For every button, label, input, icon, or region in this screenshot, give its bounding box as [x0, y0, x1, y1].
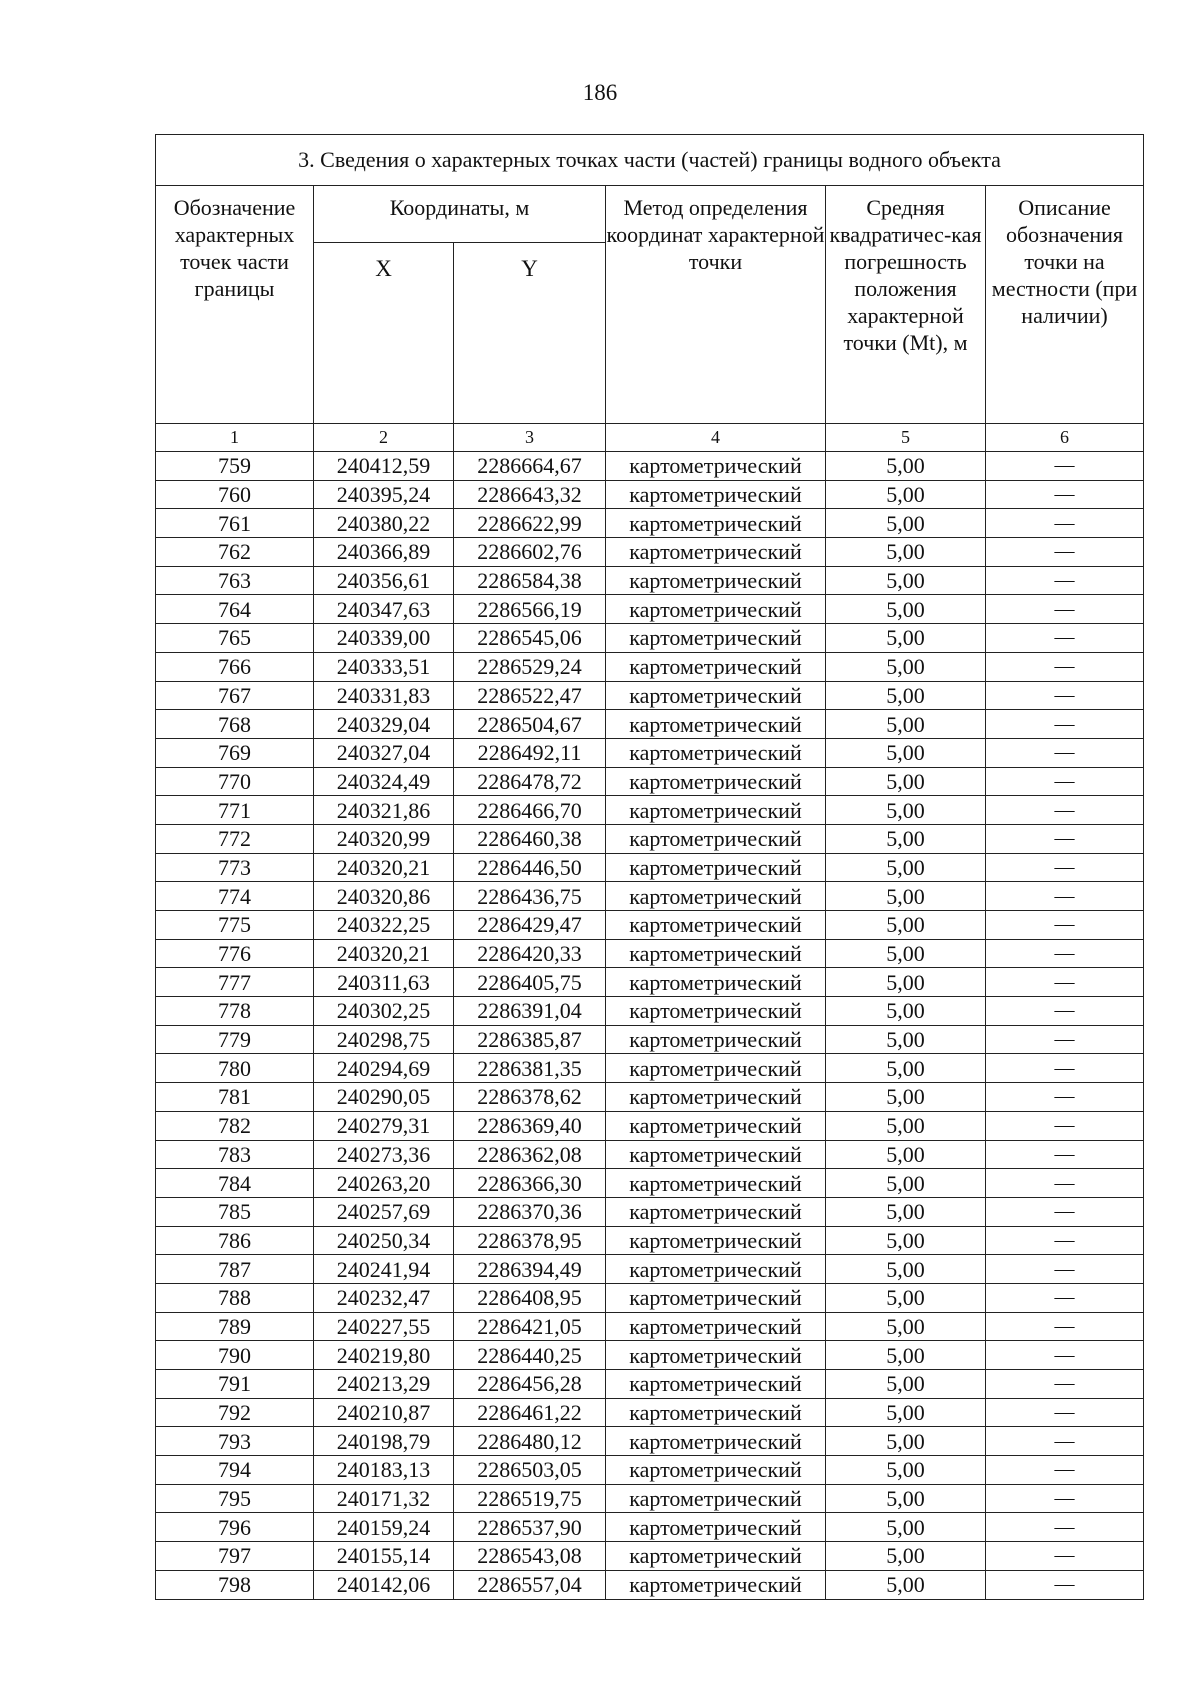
mean-square-error-cell: 5,00: [826, 1370, 986, 1399]
table-row: [156, 1197, 1144, 1226]
y-coordinate-cell: 2286461,22: [454, 1398, 606, 1427]
table-row: [156, 595, 1144, 624]
header-mean-square-error: Средняя квадратичес-кая погрешность положения характерной точки (Mt), м: [826, 186, 986, 424]
method-cell: картометрический: [606, 1398, 826, 1427]
x-coordinate-cell: 240210,87: [314, 1398, 454, 1427]
mean-square-error-cell: 5,00: [826, 1255, 986, 1284]
header-description: Описание обозначения точки на местности (при наличии): [986, 186, 1144, 424]
method-cell: картометрический: [606, 939, 826, 968]
y-coordinate-cell: 2286543,08: [454, 1542, 606, 1571]
y-coordinate-cell: 2286460,38: [454, 824, 606, 853]
header-coordinates: Координаты, м: [314, 186, 606, 243]
table-row: [156, 1255, 1144, 1284]
table-row: [156, 1083, 1144, 1112]
y-coordinate-cell: 2286446,50: [454, 853, 606, 882]
point-id-cell: 798: [156, 1570, 314, 1599]
mean-square-error-cell: 5,00: [826, 1197, 986, 1226]
point-id-cell: 794: [156, 1456, 314, 1485]
description-cell: —: [986, 1111, 1144, 1140]
point-id-cell: 789: [156, 1312, 314, 1341]
header-y: Y: [454, 243, 606, 424]
method-cell: картометрический: [606, 1427, 826, 1456]
method-cell: картометрический: [606, 968, 826, 997]
point-id-cell: 778: [156, 997, 314, 1026]
x-coordinate-cell: 240198,79: [314, 1427, 454, 1456]
table-row: [156, 509, 1144, 538]
description-cell: —: [986, 1427, 1144, 1456]
table-row: [156, 767, 1144, 796]
mean-square-error-cell: 5,00: [826, 1513, 986, 1542]
description-cell: —: [986, 624, 1144, 653]
method-cell: картометрический: [606, 1111, 826, 1140]
method-cell: картометрический: [606, 566, 826, 595]
description-cell: —: [986, 710, 1144, 739]
y-coordinate-cell: 2286394,49: [454, 1255, 606, 1284]
method-cell: картометрический: [606, 1513, 826, 1542]
y-coordinate-cell: 2286391,04: [454, 997, 606, 1026]
mean-square-error-cell: 5,00: [826, 595, 986, 624]
point-id-cell: 767: [156, 681, 314, 710]
mean-square-error-cell: 5,00: [826, 1169, 986, 1198]
point-id-cell: 766: [156, 652, 314, 681]
x-coordinate-cell: 240250,34: [314, 1226, 454, 1255]
description-cell: —: [986, 1542, 1144, 1571]
method-cell: картометрический: [606, 1341, 826, 1370]
table-row: [156, 1542, 1144, 1571]
x-coordinate-cell: 240273,36: [314, 1140, 454, 1169]
description-cell: —: [986, 1025, 1144, 1054]
header-x: X: [314, 243, 454, 424]
method-cell: картометрический: [606, 452, 826, 481]
x-coordinate-cell: 240159,24: [314, 1513, 454, 1542]
x-coordinate-cell: 240331,83: [314, 681, 454, 710]
mean-square-error-cell: 5,00: [826, 1312, 986, 1341]
method-cell: картометрический: [606, 1312, 826, 1341]
description-cell: —: [986, 681, 1144, 710]
point-id-cell: 784: [156, 1169, 314, 1198]
x-coordinate-cell: 240329,04: [314, 710, 454, 739]
mean-square-error-cell: 5,00: [826, 710, 986, 739]
method-cell: картометрический: [606, 1456, 826, 1485]
y-coordinate-cell: 2286378,95: [454, 1226, 606, 1255]
table-row: [156, 1025, 1144, 1054]
x-coordinate-cell: 240290,05: [314, 1083, 454, 1112]
description-cell: —: [986, 968, 1144, 997]
description-cell: —: [986, 1197, 1144, 1226]
point-id-cell: 777: [156, 968, 314, 997]
x-coordinate-cell: 240320,99: [314, 824, 454, 853]
mean-square-error-cell: 5,00: [826, 939, 986, 968]
column-number: 4: [606, 424, 826, 452]
table-row: [156, 853, 1144, 882]
point-id-cell: 761: [156, 509, 314, 538]
mean-square-error-cell: 5,00: [826, 911, 986, 940]
description-cell: —: [986, 1054, 1144, 1083]
method-cell: картометрический: [606, 1542, 826, 1571]
description-cell: —: [986, 1484, 1144, 1513]
y-coordinate-cell: 2286362,08: [454, 1140, 606, 1169]
y-coordinate-cell: 2286557,04: [454, 1570, 606, 1599]
mean-square-error-cell: 5,00: [826, 1427, 986, 1456]
y-coordinate-cell: 2286369,40: [454, 1111, 606, 1140]
table-row: [156, 1054, 1144, 1083]
point-id-cell: 787: [156, 1255, 314, 1284]
table-row: [156, 1484, 1144, 1513]
y-coordinate-cell: 2286385,87: [454, 1025, 606, 1054]
table-row: [156, 1456, 1144, 1485]
x-coordinate-cell: 240324,49: [314, 767, 454, 796]
table-row: [156, 452, 1144, 481]
mean-square-error-cell: 5,00: [826, 853, 986, 882]
x-coordinate-cell: 240257,69: [314, 1197, 454, 1226]
x-coordinate-cell: 240183,13: [314, 1456, 454, 1485]
x-coordinate-cell: 240320,86: [314, 882, 454, 911]
description-cell: —: [986, 595, 1144, 624]
x-coordinate-cell: 240219,80: [314, 1341, 454, 1370]
point-id-cell: 796: [156, 1513, 314, 1542]
table-body: [156, 452, 1144, 1600]
description-cell: —: [986, 509, 1144, 538]
x-coordinate-cell: 240298,75: [314, 1025, 454, 1054]
y-coordinate-cell: 2286366,30: [454, 1169, 606, 1198]
mean-square-error-cell: 5,00: [826, 538, 986, 567]
table-row: [156, 1226, 1144, 1255]
mean-square-error-cell: 5,00: [826, 1341, 986, 1370]
y-coordinate-cell: 2286478,72: [454, 767, 606, 796]
x-coordinate-cell: 240321,86: [314, 796, 454, 825]
x-coordinate-cell: 240241,94: [314, 1255, 454, 1284]
y-coordinate-cell: 2286519,75: [454, 1484, 606, 1513]
point-id-cell: 792: [156, 1398, 314, 1427]
description-cell: —: [986, 1140, 1144, 1169]
column-numbers-row: [156, 424, 1144, 452]
description-cell: —: [986, 566, 1144, 595]
y-coordinate-cell: 2286504,67: [454, 710, 606, 739]
x-coordinate-cell: 240171,32: [314, 1484, 454, 1513]
table-row: [156, 1140, 1144, 1169]
x-coordinate-cell: 240320,21: [314, 939, 454, 968]
column-number: 2: [314, 424, 454, 452]
point-id-cell: 760: [156, 480, 314, 509]
page-number: 186: [582, 80, 618, 105]
table-row: [156, 738, 1144, 767]
table-row: [156, 1341, 1144, 1370]
description-cell: —: [986, 480, 1144, 509]
table-row: [156, 1111, 1144, 1140]
y-coordinate-cell: 2286381,35: [454, 1054, 606, 1083]
column-number: 3: [454, 424, 606, 452]
column-number: 6: [986, 424, 1144, 452]
y-coordinate-cell: 2286421,05: [454, 1312, 606, 1341]
point-id-cell: 763: [156, 566, 314, 595]
table-row: [156, 911, 1144, 940]
y-coordinate-cell: 2286420,33: [454, 939, 606, 968]
column-number: 1: [156, 424, 314, 452]
table-row: [156, 796, 1144, 825]
method-cell: картометрический: [606, 710, 826, 739]
y-coordinate-cell: 2286378,62: [454, 1083, 606, 1112]
y-coordinate-cell: 2286664,67: [454, 452, 606, 481]
y-coordinate-cell: 2286405,75: [454, 968, 606, 997]
mean-square-error-cell: 5,00: [826, 1398, 986, 1427]
method-cell: картометрический: [606, 1054, 826, 1083]
description-cell: —: [986, 1255, 1144, 1284]
table-row: [156, 997, 1144, 1026]
x-coordinate-cell: 240356,61: [314, 566, 454, 595]
y-coordinate-cell: 2286529,24: [454, 652, 606, 681]
description-cell: —: [986, 538, 1144, 567]
description-cell: —: [986, 796, 1144, 825]
y-coordinate-cell: 2286503,05: [454, 1456, 606, 1485]
method-cell: картометрический: [606, 595, 826, 624]
mean-square-error-cell: 5,00: [826, 968, 986, 997]
point-id-cell: 759: [156, 452, 314, 481]
point-id-cell: 765: [156, 624, 314, 653]
mean-square-error-cell: 5,00: [826, 1111, 986, 1140]
header-method: Метод определения координат характерной точки: [606, 186, 826, 424]
mean-square-error-cell: 5,00: [826, 652, 986, 681]
table-row: [156, 939, 1144, 968]
point-id-cell: 776: [156, 939, 314, 968]
y-coordinate-cell: 2286492,11: [454, 738, 606, 767]
header-point-designation: Обозначение характерных точек части границы: [156, 186, 314, 424]
point-id-cell: 772: [156, 824, 314, 853]
table-row: [156, 1427, 1144, 1456]
mean-square-error-cell: 5,00: [826, 1484, 986, 1513]
point-id-cell: 785: [156, 1197, 314, 1226]
method-cell: картометрический: [606, 911, 826, 940]
point-id-cell: 769: [156, 738, 314, 767]
table-row: [156, 652, 1144, 681]
description-cell: —: [986, 1398, 1144, 1427]
point-id-cell: 782: [156, 1111, 314, 1140]
point-id-cell: 762: [156, 538, 314, 567]
table-row: [156, 480, 1144, 509]
method-cell: картометрический: [606, 738, 826, 767]
x-coordinate-cell: 240322,25: [314, 911, 454, 940]
x-coordinate-cell: 240302,25: [314, 997, 454, 1026]
description-cell: —: [986, 997, 1144, 1026]
mean-square-error-cell: 5,00: [826, 566, 986, 595]
point-id-cell: 768: [156, 710, 314, 739]
mean-square-error-cell: 5,00: [826, 824, 986, 853]
table-row: [156, 1570, 1144, 1599]
method-cell: картометрический: [606, 853, 826, 882]
point-id-cell: 770: [156, 767, 314, 796]
table-row: [156, 882, 1144, 911]
table-row: [156, 624, 1144, 653]
table-row: [156, 538, 1144, 567]
boundary-points-table: [155, 134, 1144, 1600]
description-cell: —: [986, 1283, 1144, 1312]
y-coordinate-cell: 2286480,12: [454, 1427, 606, 1456]
y-coordinate-cell: 2286566,19: [454, 595, 606, 624]
method-cell: картометрический: [606, 1370, 826, 1399]
x-coordinate-cell: 240380,22: [314, 509, 454, 538]
x-coordinate-cell: 240339,00: [314, 624, 454, 653]
description-cell: —: [986, 1083, 1144, 1112]
x-coordinate-cell: 240347,63: [314, 595, 454, 624]
table-row: [156, 1312, 1144, 1341]
table-row: [156, 1283, 1144, 1312]
x-coordinate-cell: 240311,63: [314, 968, 454, 997]
description-cell: —: [986, 1226, 1144, 1255]
table-row: [156, 1398, 1144, 1427]
point-id-cell: 795: [156, 1484, 314, 1513]
point-id-cell: 773: [156, 853, 314, 882]
x-coordinate-cell: 240320,21: [314, 853, 454, 882]
description-cell: —: [986, 767, 1144, 796]
mean-square-error-cell: 5,00: [826, 796, 986, 825]
method-cell: картометрический: [606, 882, 826, 911]
mean-square-error-cell: 5,00: [826, 1054, 986, 1083]
table-row: [156, 968, 1144, 997]
y-coordinate-cell: 2286622,99: [454, 509, 606, 538]
x-coordinate-cell: 240263,20: [314, 1169, 454, 1198]
point-id-cell: 779: [156, 1025, 314, 1054]
mean-square-error-cell: 5,00: [826, 1025, 986, 1054]
x-coordinate-cell: 240327,04: [314, 738, 454, 767]
table-title: 3. Сведения о характерных точках части (частей) границы водного объекта: [156, 135, 1144, 186]
y-coordinate-cell: 2286584,38: [454, 566, 606, 595]
table-row: [156, 1169, 1144, 1198]
y-coordinate-cell: 2286466,70: [454, 796, 606, 825]
point-id-cell: 793: [156, 1427, 314, 1456]
method-cell: картометрический: [606, 509, 826, 538]
mean-square-error-cell: 5,00: [826, 1542, 986, 1571]
method-cell: картометрический: [606, 997, 826, 1026]
method-cell: картометрический: [606, 1255, 826, 1284]
x-coordinate-cell: 240142,06: [314, 1570, 454, 1599]
point-id-cell: 788: [156, 1283, 314, 1312]
x-coordinate-cell: 240412,59: [314, 452, 454, 481]
table-row: [156, 824, 1144, 853]
mean-square-error-cell: 5,00: [826, 882, 986, 911]
x-coordinate-cell: 240395,24: [314, 480, 454, 509]
x-coordinate-cell: 240227,55: [314, 1312, 454, 1341]
description-cell: —: [986, 939, 1144, 968]
table-row: [156, 681, 1144, 710]
point-id-cell: 786: [156, 1226, 314, 1255]
mean-square-error-cell: 5,00: [826, 1140, 986, 1169]
x-coordinate-cell: 240155,14: [314, 1542, 454, 1571]
y-coordinate-cell: 2286602,76: [454, 538, 606, 567]
description-cell: —: [986, 738, 1144, 767]
point-id-cell: 775: [156, 911, 314, 940]
method-cell: картометрический: [606, 796, 826, 825]
table-row: [156, 1513, 1144, 1542]
table-row: [156, 1370, 1144, 1399]
description-cell: —: [986, 853, 1144, 882]
x-coordinate-cell: 240232,47: [314, 1283, 454, 1312]
x-coordinate-cell: 240294,69: [314, 1054, 454, 1083]
table-row: [156, 710, 1144, 739]
y-coordinate-cell: 2286545,06: [454, 624, 606, 653]
method-cell: картометрический: [606, 1226, 826, 1255]
method-cell: картометрический: [606, 1140, 826, 1169]
description-cell: —: [986, 1312, 1144, 1341]
method-cell: картометрический: [606, 1083, 826, 1112]
point-id-cell: 780: [156, 1054, 314, 1083]
point-id-cell: 790: [156, 1341, 314, 1370]
description-cell: —: [986, 1169, 1144, 1198]
point-id-cell: 783: [156, 1140, 314, 1169]
method-cell: картометрический: [606, 1197, 826, 1226]
description-cell: —: [986, 824, 1144, 853]
point-id-cell: 774: [156, 882, 314, 911]
mean-square-error-cell: 5,00: [826, 997, 986, 1026]
x-coordinate-cell: 240279,31: [314, 1111, 454, 1140]
mean-square-error-cell: 5,00: [826, 681, 986, 710]
method-cell: картометрический: [606, 624, 826, 653]
y-coordinate-cell: 2286643,32: [454, 480, 606, 509]
point-id-cell: 797: [156, 1542, 314, 1571]
y-coordinate-cell: 2286440,25: [454, 1341, 606, 1370]
point-id-cell: 771: [156, 796, 314, 825]
description-cell: —: [986, 452, 1144, 481]
method-cell: картометрический: [606, 1570, 826, 1599]
mean-square-error-cell: 5,00: [826, 509, 986, 538]
mean-square-error-cell: 5,00: [826, 1283, 986, 1312]
mean-square-error-cell: 5,00: [826, 1226, 986, 1255]
description-cell: —: [986, 1570, 1144, 1599]
method-cell: картометрический: [606, 767, 826, 796]
method-cell: картометрический: [606, 480, 826, 509]
mean-square-error-cell: 5,00: [826, 1570, 986, 1599]
point-id-cell: 764: [156, 595, 314, 624]
column-number: 5: [826, 424, 986, 452]
x-coordinate-cell: 240366,89: [314, 538, 454, 567]
y-coordinate-cell: 2286408,95: [454, 1283, 606, 1312]
method-cell: картометрический: [606, 1484, 826, 1513]
mean-square-error-cell: 5,00: [826, 767, 986, 796]
description-cell: —: [986, 1341, 1144, 1370]
method-cell: картометрический: [606, 1283, 826, 1312]
y-coordinate-cell: 2286436,75: [454, 882, 606, 911]
method-cell: картометрический: [606, 681, 826, 710]
table-row: [156, 566, 1144, 595]
mean-square-error-cell: 5,00: [826, 1456, 986, 1485]
mean-square-error-cell: 5,00: [826, 452, 986, 481]
x-coordinate-cell: 240213,29: [314, 1370, 454, 1399]
description-cell: —: [986, 1513, 1144, 1542]
y-coordinate-cell: 2286537,90: [454, 1513, 606, 1542]
method-cell: картометрический: [606, 1025, 826, 1054]
description-cell: —: [986, 1370, 1144, 1399]
mean-square-error-cell: 5,00: [826, 738, 986, 767]
method-cell: картометрический: [606, 652, 826, 681]
method-cell: картометрический: [606, 1169, 826, 1198]
description-cell: —: [986, 882, 1144, 911]
y-coordinate-cell: 2286370,36: [454, 1197, 606, 1226]
description-cell: —: [986, 911, 1144, 940]
mean-square-error-cell: 5,00: [826, 480, 986, 509]
point-id-cell: 791: [156, 1370, 314, 1399]
mean-square-error-cell: 5,00: [826, 624, 986, 653]
method-cell: картометрический: [606, 824, 826, 853]
point-id-cell: 781: [156, 1083, 314, 1112]
description-cell: —: [986, 652, 1144, 681]
y-coordinate-cell: 2286429,47: [454, 911, 606, 940]
x-coordinate-cell: 240333,51: [314, 652, 454, 681]
y-coordinate-cell: 2286522,47: [454, 681, 606, 710]
y-coordinate-cell: 2286456,28: [454, 1370, 606, 1399]
description-cell: —: [986, 1456, 1144, 1485]
mean-square-error-cell: 5,00: [826, 1083, 986, 1112]
method-cell: картометрический: [606, 538, 826, 567]
